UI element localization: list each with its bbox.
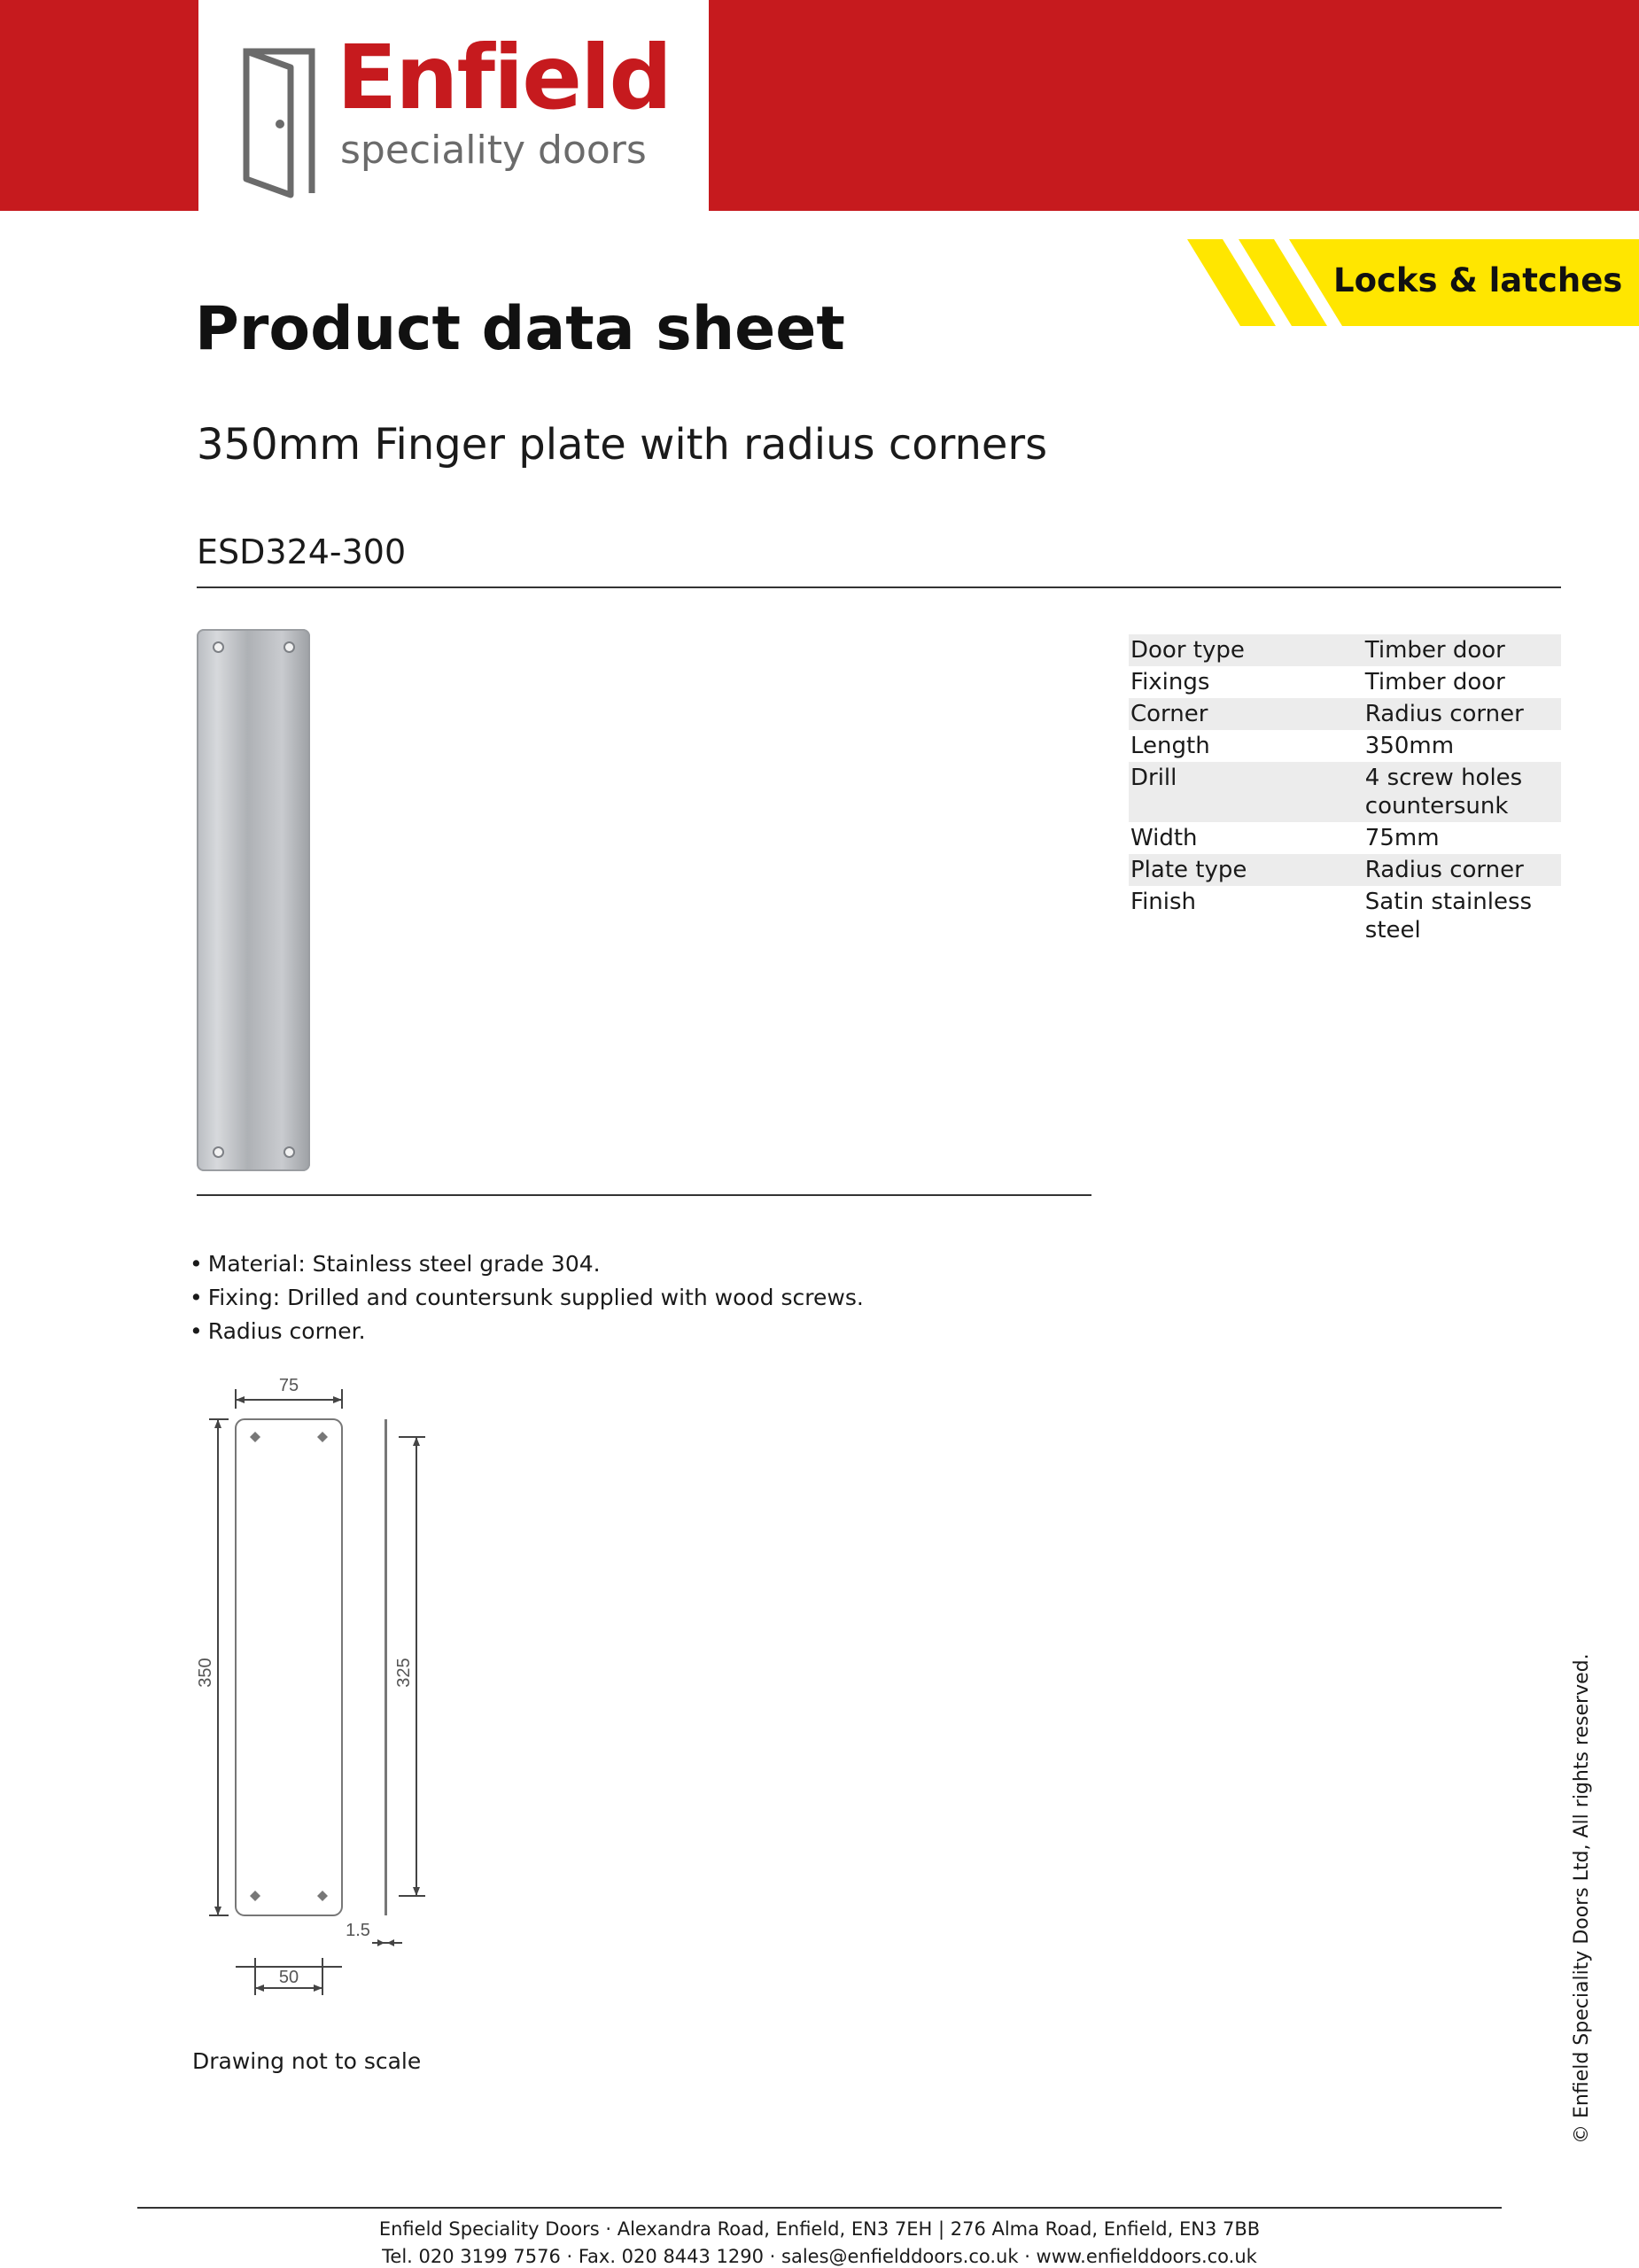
category-tag: Locks & latches (1333, 261, 1623, 299)
feature-text: Fixing: Drilled and countersunk supplied with wood screws. (207, 1285, 864, 1310)
spec-row (1129, 886, 1561, 946)
dim-hole-spacing-h-label: 50 (278, 1968, 299, 1987)
feature-text: Material: Stainless steel grade 304. (207, 1251, 601, 1277)
spec-value: Satin stainless steel (1364, 889, 1533, 944)
brand-name: Enfield (337, 26, 671, 129)
page-title: Product data sheet (195, 294, 845, 364)
door-icon (241, 46, 321, 198)
drawing-note: Drawing not to scale (192, 2048, 422, 2074)
footer-contact: Tel. 020 3199 7576 · Fax. 020 8443 1290 · sales@enfielddoors.co.uk · www.enfielddoors.co.uk (382, 2246, 1257, 2267)
spec-key: Finish (1130, 889, 1197, 915)
spec-row (1129, 822, 1561, 854)
spec-row (1129, 666, 1561, 698)
screw-hole (214, 643, 222, 651)
spec-key: Door type (1129, 634, 1363, 666)
dim-hole-spacing-v-label: 325 (394, 1658, 414, 1688)
brand-subtitle: speciality doors (340, 128, 647, 173)
spec-key: Drill (1129, 762, 1363, 822)
product-image (197, 629, 310, 1171)
divider (197, 1194, 1091, 1196)
product-code: ESD324-300 (197, 532, 407, 571)
dim-height-label: 350 (196, 1658, 215, 1688)
feature-list (190, 1247, 864, 1348)
spec-value: 4 screw holes countersunk (1363, 762, 1561, 822)
screw-hole (214, 1148, 222, 1156)
spec-key: Fixings (1130, 669, 1210, 695)
spec-row (1129, 854, 1561, 886)
header-red-band-left (0, 0, 198, 211)
spec-key: Plate type (1129, 854, 1363, 886)
header-red-band-right (709, 0, 1639, 211)
spec-row (1129, 730, 1561, 762)
spec-value: Timber door (1363, 634, 1561, 666)
spec-key: Width (1130, 825, 1198, 851)
spec-table (1129, 634, 1561, 946)
technical-drawing (177, 1364, 443, 2002)
spec-value: 350mm (1364, 733, 1455, 759)
dim-thickness-label: 1.5 (346, 1921, 370, 1940)
list-item (190, 1247, 864, 1281)
spec-key: Corner (1129, 698, 1363, 730)
divider (137, 2207, 1502, 2209)
list-item (190, 1281, 864, 1315)
divider (197, 586, 1561, 588)
spec-row (1129, 762, 1561, 822)
spec-value: 75mm (1364, 825, 1440, 851)
spec-value: Timber door (1364, 669, 1505, 695)
spec-value: Radius corner (1363, 698, 1561, 730)
screw-hole (285, 1148, 293, 1156)
product-name: 350mm Finger plate with radius corners (197, 420, 1048, 470)
spec-key: Length (1130, 733, 1210, 759)
spec-row (1129, 634, 1561, 666)
hole-marker (250, 1432, 328, 1901)
footer-address: Enfield Speciality Doors · Alexandra Road, Enfield, EN3 7EH | 276 Alma Road, Enfield, EN3 7BB (378, 2218, 1261, 2240)
dim-width-label: 75 (278, 1376, 299, 1395)
list-item (190, 1315, 864, 1348)
screw-hole (285, 643, 293, 651)
spec-value: Radius corner (1363, 854, 1561, 886)
copyright-notice: © Enfield Speciality Doors Ltd, All rights reserved. (1571, 1653, 1593, 2144)
feature-text: Radius corner. (207, 1318, 366, 1344)
spec-row (1129, 698, 1561, 730)
